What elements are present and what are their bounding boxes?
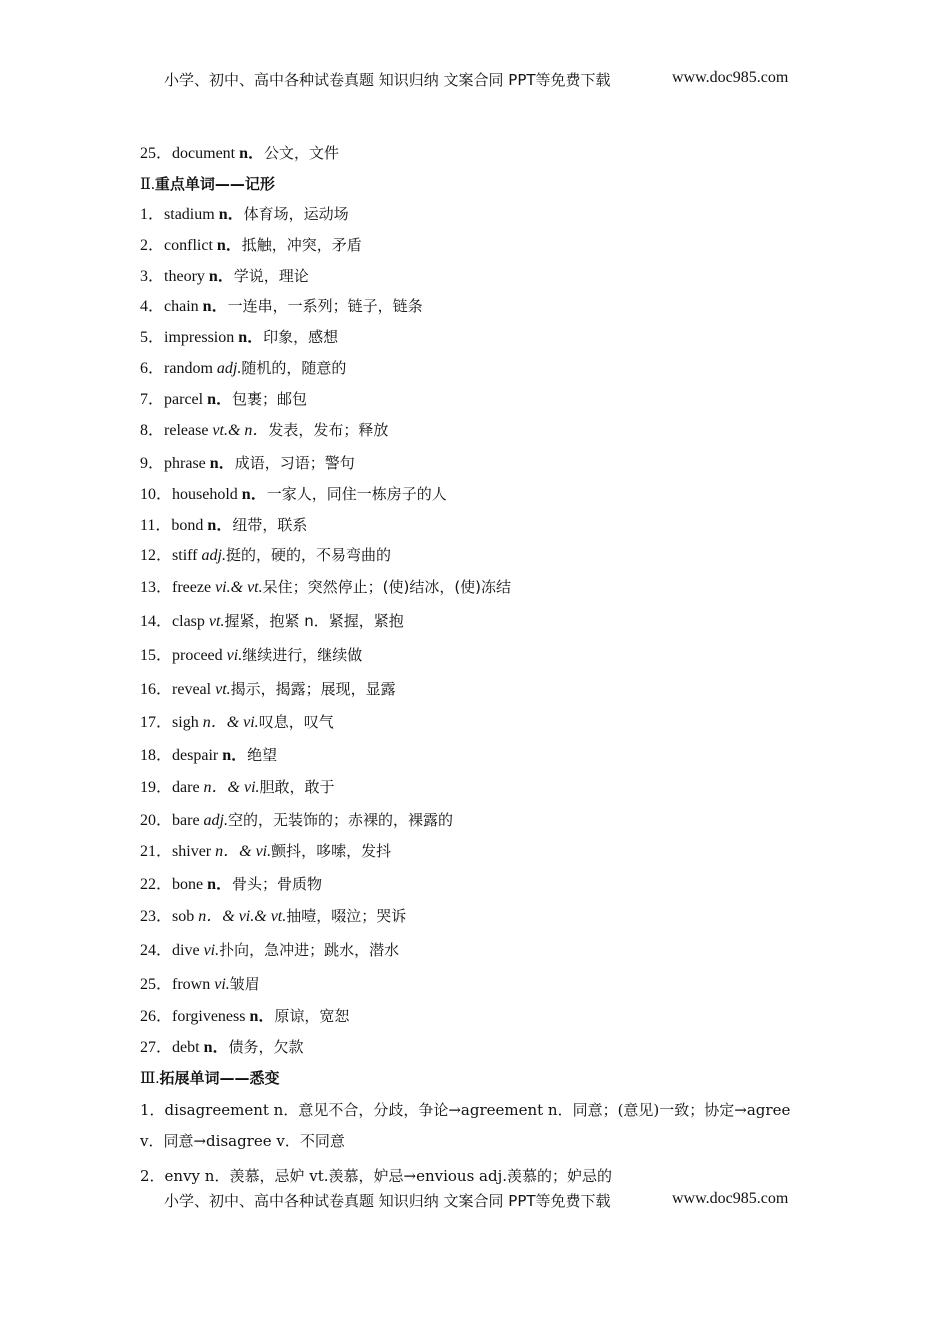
vocab-item <box>140 515 307 536</box>
item-number: 7． <box>140 391 165 408</box>
item-pos: adj. <box>203 812 228 829</box>
item-word: impression <box>164 329 239 346</box>
item-number: 8． <box>140 422 165 439</box>
item-pos: n． <box>207 876 233 893</box>
item-word: document <box>172 145 240 162</box>
item-pos: vi. <box>226 647 243 664</box>
item-word: dive <box>172 942 204 959</box>
item-meaning: 纽带，联系 <box>232 516 308 534</box>
item-pos: n．& vi. <box>203 779 260 796</box>
vocab-item <box>140 545 391 566</box>
section-roman: Ⅱ. <box>140 176 155 193</box>
item-pos: n． <box>207 391 232 408</box>
item-word: conflict <box>164 237 217 254</box>
vocab-item <box>140 906 406 927</box>
item-word: sigh <box>172 714 203 731</box>
item-pos: n．& vi. <box>202 714 259 731</box>
item-word: stiff <box>172 547 202 564</box>
expand-item-1-line1: 1．disagreement n．意见不合，分歧，争论→agreement n．同意；(意见)一致；协定→agree <box>140 1101 791 1119</box>
vocab-item <box>140 420 388 441</box>
item-number: 12． <box>140 547 173 564</box>
item-meaning: 空的，无装饰的；赤裸的，裸露的 <box>228 811 454 829</box>
vocab-item <box>140 810 453 831</box>
item-number: 22． <box>140 876 173 893</box>
item-number: 9． <box>140 455 165 472</box>
item-number: 16． <box>140 681 173 698</box>
vocab-item <box>140 745 277 766</box>
item-pos: vi. <box>203 942 220 959</box>
item-meaning: 揭示，揭露；展现，显露 <box>230 680 396 698</box>
vocab-item <box>140 611 404 632</box>
item-meaning: 体育场，运动场 <box>243 205 349 223</box>
item-pos: adj. <box>216 360 242 377</box>
item-pos: n． <box>241 486 267 503</box>
item-number: 17． <box>140 714 173 731</box>
item-word: proceed <box>172 647 227 664</box>
footer-site: www.doc985.com <box>672 1190 789 1207</box>
item-word: despair <box>172 747 223 764</box>
header-site: www.doc985.com <box>672 69 789 86</box>
item-meaning: 继续进行，继续做 <box>242 646 363 664</box>
section-roman: Ⅲ. <box>140 1070 160 1087</box>
vocab-item <box>140 841 391 862</box>
item-number: 25． <box>140 976 173 993</box>
item-meaning: 一连串，一系列；链子，链条 <box>227 297 423 315</box>
vocab-item <box>140 484 447 505</box>
item-word: sob <box>172 908 199 925</box>
item-pos: n．& vi. <box>215 843 272 860</box>
vocab-item <box>140 358 346 379</box>
item-meaning: 债务，欠款 <box>228 1038 304 1056</box>
vocab-item <box>140 296 423 317</box>
vocab-item <box>140 645 362 666</box>
item-word: random <box>164 360 217 377</box>
item-number: 4． <box>140 298 165 315</box>
item-number: 1． <box>140 206 165 223</box>
item-word: freeze <box>172 579 216 596</box>
item-word: theory <box>164 268 209 285</box>
item-meaning: 包裹；邮包 <box>232 390 308 408</box>
item-number: 5． <box>140 329 165 346</box>
vocab-item <box>140 327 338 348</box>
item-pos: vt. <box>208 613 225 630</box>
item-pos: adj. <box>201 547 226 564</box>
item-meaning: 骨头；骨质物 <box>232 875 323 893</box>
item-word: bare <box>172 812 204 829</box>
vocab-item <box>140 453 355 474</box>
item-meaning: 随机的，随意的 <box>241 359 347 377</box>
item-number: 23． <box>140 908 173 925</box>
item-meaning: 原谅，宽恕 <box>274 1007 350 1025</box>
item-number: 13． <box>140 579 173 596</box>
item-number: 27． <box>140 1039 173 1056</box>
item-number: 6． <box>140 360 165 377</box>
item-word: parcel <box>164 391 208 408</box>
item-number: 25． <box>140 145 173 162</box>
vocab-item <box>140 940 399 961</box>
item-pos: n．& vi.& vt. <box>198 908 287 925</box>
item-pos: vt. <box>215 681 231 698</box>
header-text: 小学、初中、高中各种试卷真题 知识归纳 文案合同 PPT等免费下载 <box>164 71 611 89</box>
item-pos: n． <box>238 329 264 346</box>
vocab-item <box>140 577 511 598</box>
vocab-item <box>140 974 260 995</box>
item-meaning: 发表，发布；释放 <box>268 421 389 439</box>
item-number: 3． <box>140 268 165 285</box>
item-number: 24． <box>140 942 173 959</box>
item-number: 11． <box>140 517 172 534</box>
item-meaning: 扑向，急冲进；跳水，潜水 <box>219 941 400 959</box>
item-meaning: 颤抖，哆嗦，发抖 <box>271 842 392 860</box>
item-word: frown <box>172 976 215 993</box>
item-word: debt <box>172 1039 204 1056</box>
page-footer <box>164 1190 789 1211</box>
item-pos: n． <box>218 206 244 223</box>
vocab-item <box>140 266 309 287</box>
item-meaning: 胆敢，敢于 <box>259 778 335 796</box>
page-header <box>164 69 789 90</box>
item-meaning: 叹息，叹气 <box>258 713 334 731</box>
item-number: 15． <box>140 647 173 664</box>
item-pos: n． <box>249 1008 275 1025</box>
item-number: 2． <box>140 237 165 254</box>
item-number: 21． <box>140 843 173 860</box>
vocab-item <box>140 777 335 798</box>
item-word: chain <box>164 298 203 315</box>
vocab-item <box>140 874 322 895</box>
item-word: phrase <box>164 455 210 472</box>
item-word: clasp <box>172 613 209 630</box>
item-word: bone <box>172 876 208 893</box>
section-title: 拓展单词——悉变 <box>159 1069 280 1087</box>
item-pos: n． <box>208 268 234 285</box>
item-meaning: 呆住；突然停止；(使)结冰，(使)冻结 <box>262 578 512 596</box>
item-pos: n． <box>207 517 233 534</box>
item-meaning: 抵触，冲突，矛盾 <box>241 236 362 254</box>
item-meaning: 握紧，抱紧 n．紧握，紧抱 <box>224 612 404 630</box>
vocab-item <box>140 712 334 733</box>
item-pos: vi.& vt. <box>215 579 263 596</box>
item-meaning: 绝望 <box>247 746 278 764</box>
item-number: 10． <box>140 486 173 503</box>
expand-item-1-line2: v．同意→disagree v．不同意 <box>140 1132 345 1150</box>
vocab-item <box>140 1006 349 1027</box>
item-number: 18． <box>140 747 173 764</box>
item-meaning: 印象，感想 <box>263 328 339 346</box>
item-number: 19． <box>140 779 173 796</box>
item-pos: vi. <box>214 976 230 993</box>
expand-item-2-line1: 2．envy n．羡慕，忌妒 vt.羡慕，妒忌→envious adj.羡慕的；妒忌的 <box>140 1167 612 1185</box>
item-meaning: 学说，理论 <box>233 267 309 285</box>
item-pos: vt.& n． <box>212 422 269 439</box>
item-word: stadium <box>164 206 219 223</box>
item-pos: n． <box>239 145 265 162</box>
item-pos: n． <box>209 455 235 472</box>
item-word: reveal <box>172 681 216 698</box>
item-pos: n． <box>202 298 228 315</box>
item-meaning: 一家人，同住一栋房子的人 <box>266 485 447 503</box>
section-heading-3 <box>140 1068 279 1089</box>
item-word: bond <box>171 517 208 534</box>
item-word: dare <box>172 779 204 796</box>
item-number: 26． <box>140 1008 173 1025</box>
vocab-item <box>140 235 362 256</box>
item-pos: n． <box>222 747 248 764</box>
item-number: 14． <box>140 613 173 630</box>
item-meaning: 成语，习语；警句 <box>234 454 355 472</box>
item-pos: n． <box>203 1039 229 1056</box>
section-title: 重点单词——记形 <box>154 175 275 193</box>
item-pos: n． <box>216 237 242 254</box>
item-meaning: 皱眉 <box>229 975 260 993</box>
section-heading-2 <box>140 174 275 195</box>
vocab-item <box>140 389 307 410</box>
item-meaning: 挺的，硬的，不易弯曲的 <box>225 546 391 564</box>
vocab-item <box>140 204 349 225</box>
item-word: shiver <box>172 843 216 860</box>
item-meaning: 抽噎，啜泣；哭诉 <box>286 907 407 925</box>
item-meaning: 公文，文件 <box>264 144 340 162</box>
vocab-item <box>140 1037 303 1058</box>
item-number: 20． <box>140 812 173 829</box>
item-word: household <box>172 486 242 503</box>
vocab-item <box>140 679 396 700</box>
footer-text: 小学、初中、高中各种试卷真题 知识归纳 文案合同 PPT等免费下载 <box>164 1192 611 1210</box>
vocab-item-top <box>140 143 339 164</box>
item-word: release <box>164 422 213 439</box>
item-word: forgiveness <box>172 1008 250 1025</box>
